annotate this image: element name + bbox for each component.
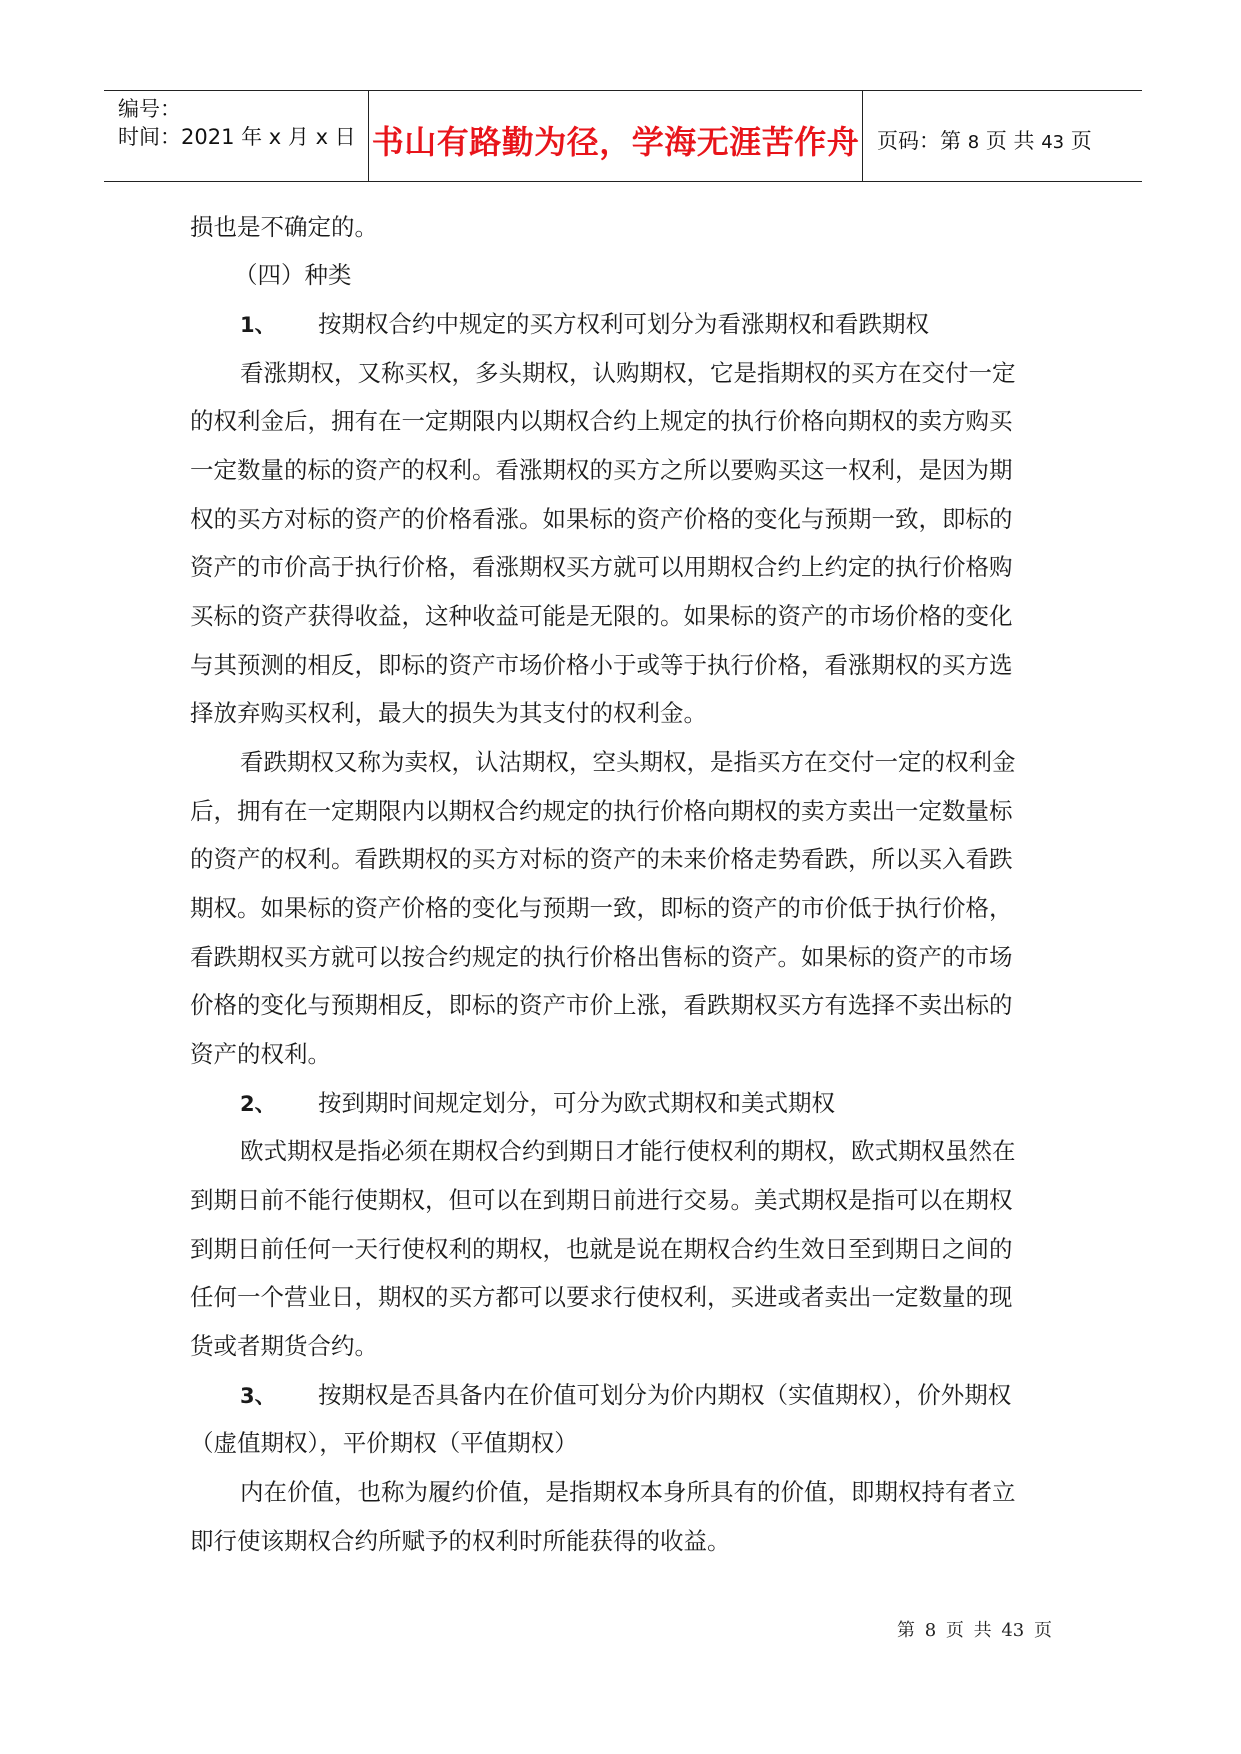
- body-line: 看跌期权又称为卖权，认沽期权，空头期权，是指买方在交付一定的权利金: [240, 748, 1016, 776]
- numbered-heading-2: [240, 1088, 835, 1119]
- body-line: 看跌期权买方就可以按合约规定的执行价格出售标的资产。如果标的资产的市场: [190, 943, 1013, 971]
- heading-number: 1、: [240, 313, 276, 337]
- heading-text: 按期权是否具备内在价值可划分为价内期权（实值期权），价外期权: [318, 1381, 1012, 1409]
- body-line: 内在价值，也称为履约价值，是指期权本身所具有的价值，即期权持有者立: [240, 1478, 1016, 1506]
- body-line: 损也是不确定的。: [190, 213, 378, 241]
- body-line: 即行使该期权合约所赋予的权利时所能获得的收益。: [190, 1527, 731, 1555]
- header-page-code: [877, 125, 1092, 155]
- body-line: 买标的资产获得收益，这种收益可能是无限的。如果标的资产的市场价格的变化: [190, 602, 1013, 630]
- body-line: 的资产的权利。看跌期权的买方对标的资产的未来价格走势看跌，所以买入看跌: [190, 845, 1013, 873]
- page-footer: 第 8 页 共 43 页: [897, 1620, 1052, 1641]
- numbered-heading-3: [240, 1380, 1011, 1411]
- heading-number: 3、: [240, 1384, 276, 1408]
- page-prefix: 页码：第: [877, 129, 961, 153]
- header-motto: 书山有路勤为径，学海无涯苦作舟: [371, 123, 860, 161]
- body-line: 后，拥有在一定期限内以期权合约规定的执行价格向期权的卖方卖出一定数量标: [190, 797, 1013, 825]
- page-middle: 页 共: [985, 129, 1035, 153]
- body-line: 择放弃购买权利，最大的损失为其支付的权利金。: [190, 699, 707, 727]
- page-total: 43: [1041, 132, 1065, 153]
- body-line: 看涨期权，又称买权，多头期权，认购期权，它是指期权的买方在交付一定: [240, 359, 1016, 387]
- body-line: （虚值期权），平价期权（平值期权）: [190, 1429, 578, 1457]
- body-line: 欧式期权是指必须在期权合约到期日才能行使权利的期权，欧式期权虽然在: [240, 1137, 1016, 1165]
- header-motto-cell: [369, 91, 863, 181]
- body-line: 到期日前不能行使期权，但可以在到期日前进行交易。美式期权是指可以在期权: [190, 1186, 1013, 1214]
- body-line: 到期日前任何一天行使权利的期权，也就是说在期权合约生效日至到期日之间的: [190, 1235, 1013, 1263]
- heading-text: 按到期时间规定划分，可分为欧式期权和美式期权: [318, 1089, 835, 1117]
- body-line: 资产的市价高于执行价格，看涨期权买方就可以用期权合约上约定的执行价格购: [190, 553, 1013, 581]
- page-suffix: 页: [1070, 129, 1092, 153]
- numbered-heading-1: [240, 309, 929, 340]
- header-info-cell: [104, 91, 369, 181]
- body-line: 价格的变化与预期相反，即标的资产市价上涨，看跌期权买方有选择不卖出标的: [190, 991, 1013, 1019]
- section-heading: （四）种类: [234, 261, 352, 289]
- body-line: 货或者期货合约。: [190, 1332, 378, 1360]
- body-line: 期权。如果标的资产价格的变化与预期一致，即标的资产的市价低于执行价格，: [190, 894, 1013, 922]
- heading-text: 按期权合约中规定的买方权利可划分为看涨期权和看跌期权: [318, 310, 929, 338]
- document-time-label: 时间：2021 年 x 月 x 日: [118, 125, 356, 149]
- body-line: 一定数量的标的资产的权利。看涨期权的买方之所以要购买这一权利，是因为期: [190, 456, 1013, 484]
- body-line: 与其预测的相反，即标的资产市场价格小于或等于执行价格，看涨期权的买方选: [190, 651, 1013, 679]
- page-current: 8: [967, 132, 980, 153]
- body-line: 资产的权利。: [190, 1040, 331, 1068]
- header-page-cell: [863, 91, 1142, 181]
- body-line: 权的买方对标的资产的价格看涨。如果标的资产价格的变化与预期一致，即标的: [190, 505, 1013, 533]
- heading-number: 2、: [240, 1092, 276, 1116]
- document-number-label: 编号：: [118, 97, 181, 121]
- body-line: 的权利金后，拥有在一定期限内以期权合约上规定的执行价格向期权的卖方购买: [190, 407, 1013, 435]
- body-line: 任何一个营业日，期权的买方都可以要求行使权利，买进或者卖出一定数量的现: [190, 1283, 1013, 1311]
- document-header: [104, 90, 1142, 182]
